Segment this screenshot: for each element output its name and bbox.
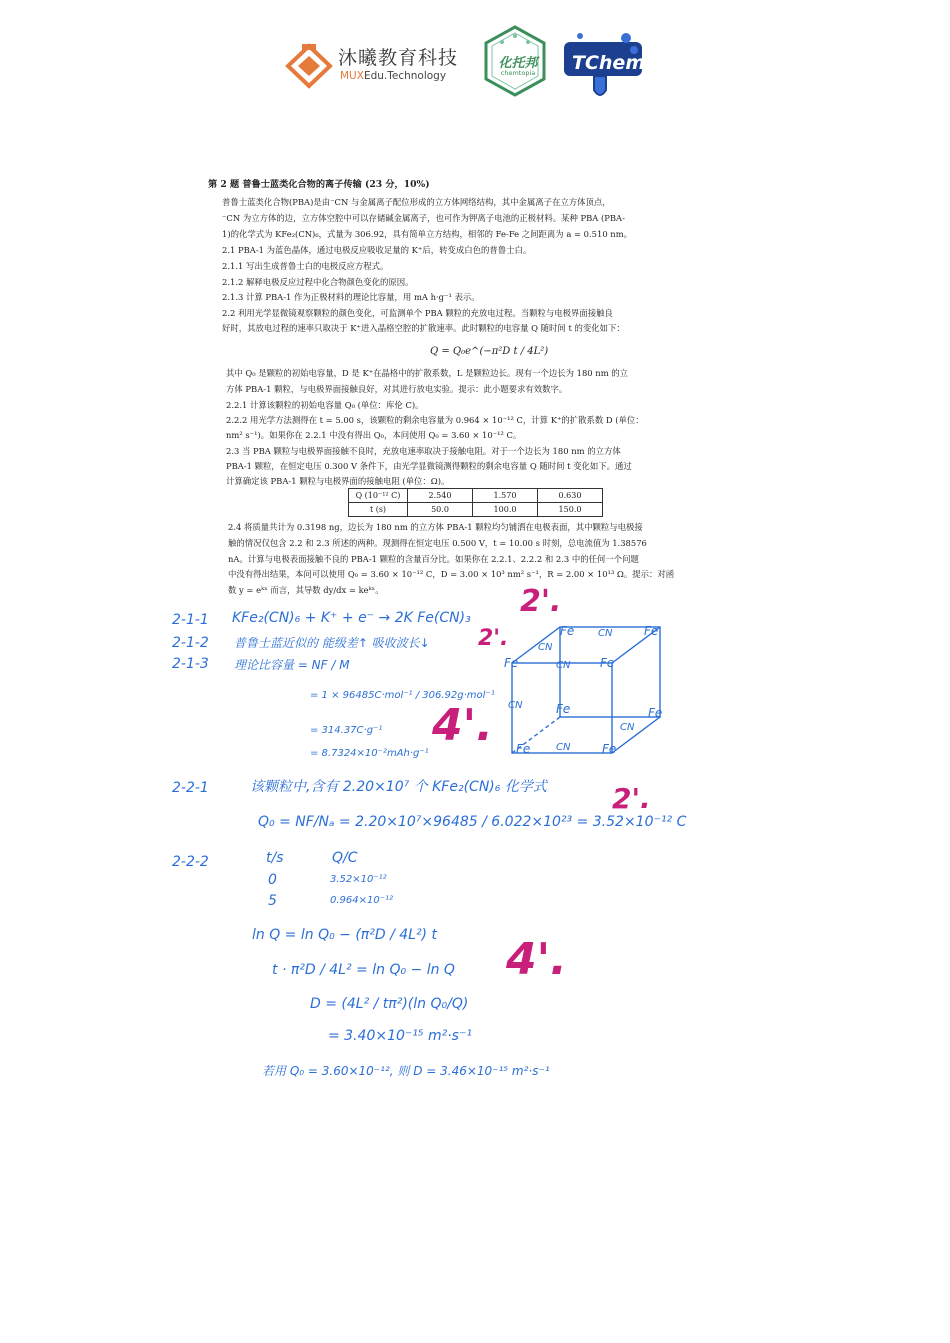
answer-2-1-1: KFe₂(CN)₆ + K⁺ + e⁻ → 2K Fe(CN)₃ xyxy=(232,610,471,626)
cube-label: Fe xyxy=(602,742,617,756)
cube-label: Fe xyxy=(648,706,663,720)
answer-label-2-1-1: 2-1-1 xyxy=(172,612,209,628)
chemtopia-brand-subtitle: chemtopia xyxy=(500,69,536,77)
ln-derivation: t · π²D / 4L² = ln Q₀ − ln Q xyxy=(272,962,455,978)
score-mark: 2'. xyxy=(612,782,651,815)
score-mark: 4'. xyxy=(506,934,567,985)
table-cell: 100.0 xyxy=(473,503,538,517)
problem-line: nA。计算与电极表面接触不良的 PBA-1 颗粒的含量百分比。如果你在 2.2.1、2.2.2 和 2.3 中的任何一个问题 xyxy=(228,554,639,564)
q0-calculation: Q₀ = NF/Nₐ = 2.20×10⁷×96485 / 6.022×10²³ = 3.52×10⁻¹² C xyxy=(258,814,687,830)
q-column: 0.964×10⁻¹² xyxy=(330,895,394,906)
problem-line: ⁻CN 为立方体的边，立方体空腔中可以存储碱金属离子，也可作为钾离子电池的正极材料。某种 PBA (PBA- xyxy=(222,213,625,223)
problem-line: 2.1.1 写出生成普鲁士白的电极反应方程式。 xyxy=(222,261,389,271)
t-column: t/s xyxy=(266,850,284,866)
calc-step: = 314.37C·g⁻¹ xyxy=(310,725,383,736)
answer-2-2-1: 该颗粒中,含有 2.20×10⁷ 个 KFe₂(CN)₆ 化学式 xyxy=(250,779,547,795)
tchem-brand-name: TChem xyxy=(572,52,646,74)
problem-line: 1)的化学式为 KFe₂(CN)₆，式量为 306.92，具有简单立方结构，相邻的 Fe-Fe 之间距离为 a = 0.510 nm。 xyxy=(222,229,633,239)
problem-line: 其中 Q₀ 是颗粒的初始电容量，D 是 K⁺在晶格中的扩散系数，L 是颗粒边长。现有一个边长为 180 nm 的立 xyxy=(226,368,629,378)
ln-derivation: D = (4L² / tπ²)(ln Q₀/Q) xyxy=(310,996,469,1012)
cube-label: Fe xyxy=(644,624,659,638)
answer-2-1-2: 普鲁士蓝近似的 能级差↑ 吸收波长↓ xyxy=(234,636,430,650)
calc-step: = 8.7324×10⁻²mAh·g⁻¹ xyxy=(310,748,429,759)
charge-time-table xyxy=(348,488,603,517)
problem-line: nm² s⁻¹)。如果你在 2.2.1 中没有得出 Q₀，本问使用 Q₀ = 3.60 × 10⁻¹² C。 xyxy=(226,430,522,440)
problem-line: 计算确定该 PBA-1 颗粒与电极界面的接触电阻 (单位：Ω)。 xyxy=(226,476,450,486)
cube-label: CN xyxy=(508,700,523,711)
cube-label: Fe xyxy=(504,656,519,670)
mux-logo-icon xyxy=(284,42,334,90)
t-column: 0 xyxy=(268,872,277,888)
table-cell: 2.540 xyxy=(408,489,473,503)
table-cell: 1.570 xyxy=(473,489,538,503)
cube-label: CN xyxy=(556,660,571,671)
problem-line: 数 y = eᵏˣ 而言，其导数 dy/dx = keᵏˣ。 xyxy=(228,585,384,595)
table-cell: 150.0 xyxy=(538,503,603,517)
problem-line: 好时，其放电过程的速率只取决于 K⁺进入晶格空腔的扩散速率。此时颗粒的电容量 Q 随时间 t 的变化如下： xyxy=(222,323,625,333)
problem-line: 普鲁士蓝类化合物(PBA)是由⁻CN 与金属离子配位形成的立方体网络结构，其中金属离子在立方体顶点， xyxy=(222,197,611,207)
problem-line: PBA-1 颗粒，在恒定电压 0.300 V 条件下，由光学显微镜测得颗粒的剩余电容量 Q 随时间 t 变化如下。通过 xyxy=(226,461,632,471)
problem-line: 触的情况仅包含 2.2 和 2.3 所述的两种。现测得在恒定电压 0.500 V，t = 10.00 s 时刻，总电流值为 1.38576 xyxy=(228,538,647,548)
table-cell: t (s) xyxy=(349,503,408,517)
cube-label: CN xyxy=(598,628,613,639)
score-mark: 4'. xyxy=(432,700,493,751)
ln-derivation: ln Q = ln Q₀ − (π²D / 4L²) t xyxy=(252,927,437,943)
cube-label: CN xyxy=(538,642,553,653)
problem-title: 第 2 题 普鲁士蓝类化合物的离子传输 (23 分，10%) xyxy=(208,179,430,190)
cube-label: Fe xyxy=(556,702,571,716)
chemtopia-brand-name: 化托邦 xyxy=(498,56,538,71)
problem-line: 2.1 PBA-1 为蓝色晶体，通过电极反应吸收足量的 K⁺后，转变成白色的普鲁士白。 xyxy=(222,245,532,255)
table-cell: 0.630 xyxy=(538,489,603,503)
mux-brand-name: 沐曦教育科技 xyxy=(338,47,459,69)
cube-label: Fe xyxy=(560,624,575,638)
cube-label: CN xyxy=(620,722,635,733)
calc-step: = 1 × 96485C·mol⁻¹ / 306.92g·mol⁻¹ xyxy=(310,690,495,701)
answer-2-1-3: 理论比容量 = NF / M xyxy=(234,658,350,672)
table-cell: 50.0 xyxy=(408,503,473,517)
mux-brand-subtitle: MUXEdu.Technology xyxy=(340,70,447,82)
answer-label-2-1-3: 2-1-3 xyxy=(172,656,209,672)
rate-formula: Q = Q₀e^(−π²D t / 4L²) xyxy=(430,346,549,357)
q-column: Q/C xyxy=(332,850,358,866)
t-column: 5 xyxy=(268,893,277,909)
problem-line: 方体 PBA-1 颗粒，与电极界面接触良好，对其进行放电实验。提示：此小题要求有效数字。 xyxy=(226,384,568,394)
problem-line: 2.4 将质量共计为 0.3198 ng，边长为 180 nm 的立方体 PBA-1 颗粒均匀铺洒在电极表面，其中颗粒与电极接 xyxy=(228,522,643,532)
q-column: 3.52×10⁻¹² xyxy=(330,874,387,885)
problem-line: 2.2.2 用光学方法测得在 t = 5.00 s，该颗粒的剩余电容量为 0.964 × 10⁻¹² C，计算 K⁺的扩散系数 D (单位： xyxy=(226,415,644,425)
cube-label: Fe xyxy=(600,656,615,670)
problem-line: 2.1.3 计算 PBA-1 作为正极材料的理论比容量，用 mA h·g⁻¹ 表示。 xyxy=(222,292,480,302)
answer-label-2-2-2: 2-2-2 xyxy=(172,854,209,870)
table-cell: Q (10⁻¹² C) xyxy=(349,489,408,503)
problem-line: 2.2.1 计算该颗粒的初始电容量 Q₀ (单位：库伦 C)。 xyxy=(226,400,424,410)
d-result: = 3.40×10⁻¹⁵ m²·s⁻¹ xyxy=(328,1028,472,1044)
d-alternative: 若用 Q₀ = 3.60×10⁻¹², 则 D = 3.46×10⁻¹⁵ m²·s⁻¹ xyxy=(262,1064,550,1078)
answer-label-2-2-1: 2-2-1 xyxy=(172,780,209,796)
cube-label: CN xyxy=(556,742,571,753)
cube-label: Fe xyxy=(516,742,531,756)
problem-line: 2.2 利用光学显微镜观察颗粒的颜色变化，可监测单个 PBA 颗粒的充放电过程。当颗粒与电极界面接触良 xyxy=(222,308,613,318)
problem-line: 2.3 当 PBA 颗粒与电极界面接触不良时，充放电速率取决于接触电阻。对于一个边长为 180 nm 的立方体 xyxy=(226,446,621,456)
problem-line: 2.1.2 解释电极反应过程中化合物颜色变化的原因。 xyxy=(222,277,414,287)
score-mark: 2'. xyxy=(478,626,509,651)
answer-label-2-1-2: 2-1-2 xyxy=(172,635,209,651)
score-mark: 2'. xyxy=(520,584,562,619)
problem-line: 中没有得出结果，本问可以使用 Q₀ = 3.60 × 10⁻¹² C，D = 3.00 × 10³ nm² s⁻¹，R = 2.00 × 10¹³ Ω。提示：对函 xyxy=(228,569,675,579)
